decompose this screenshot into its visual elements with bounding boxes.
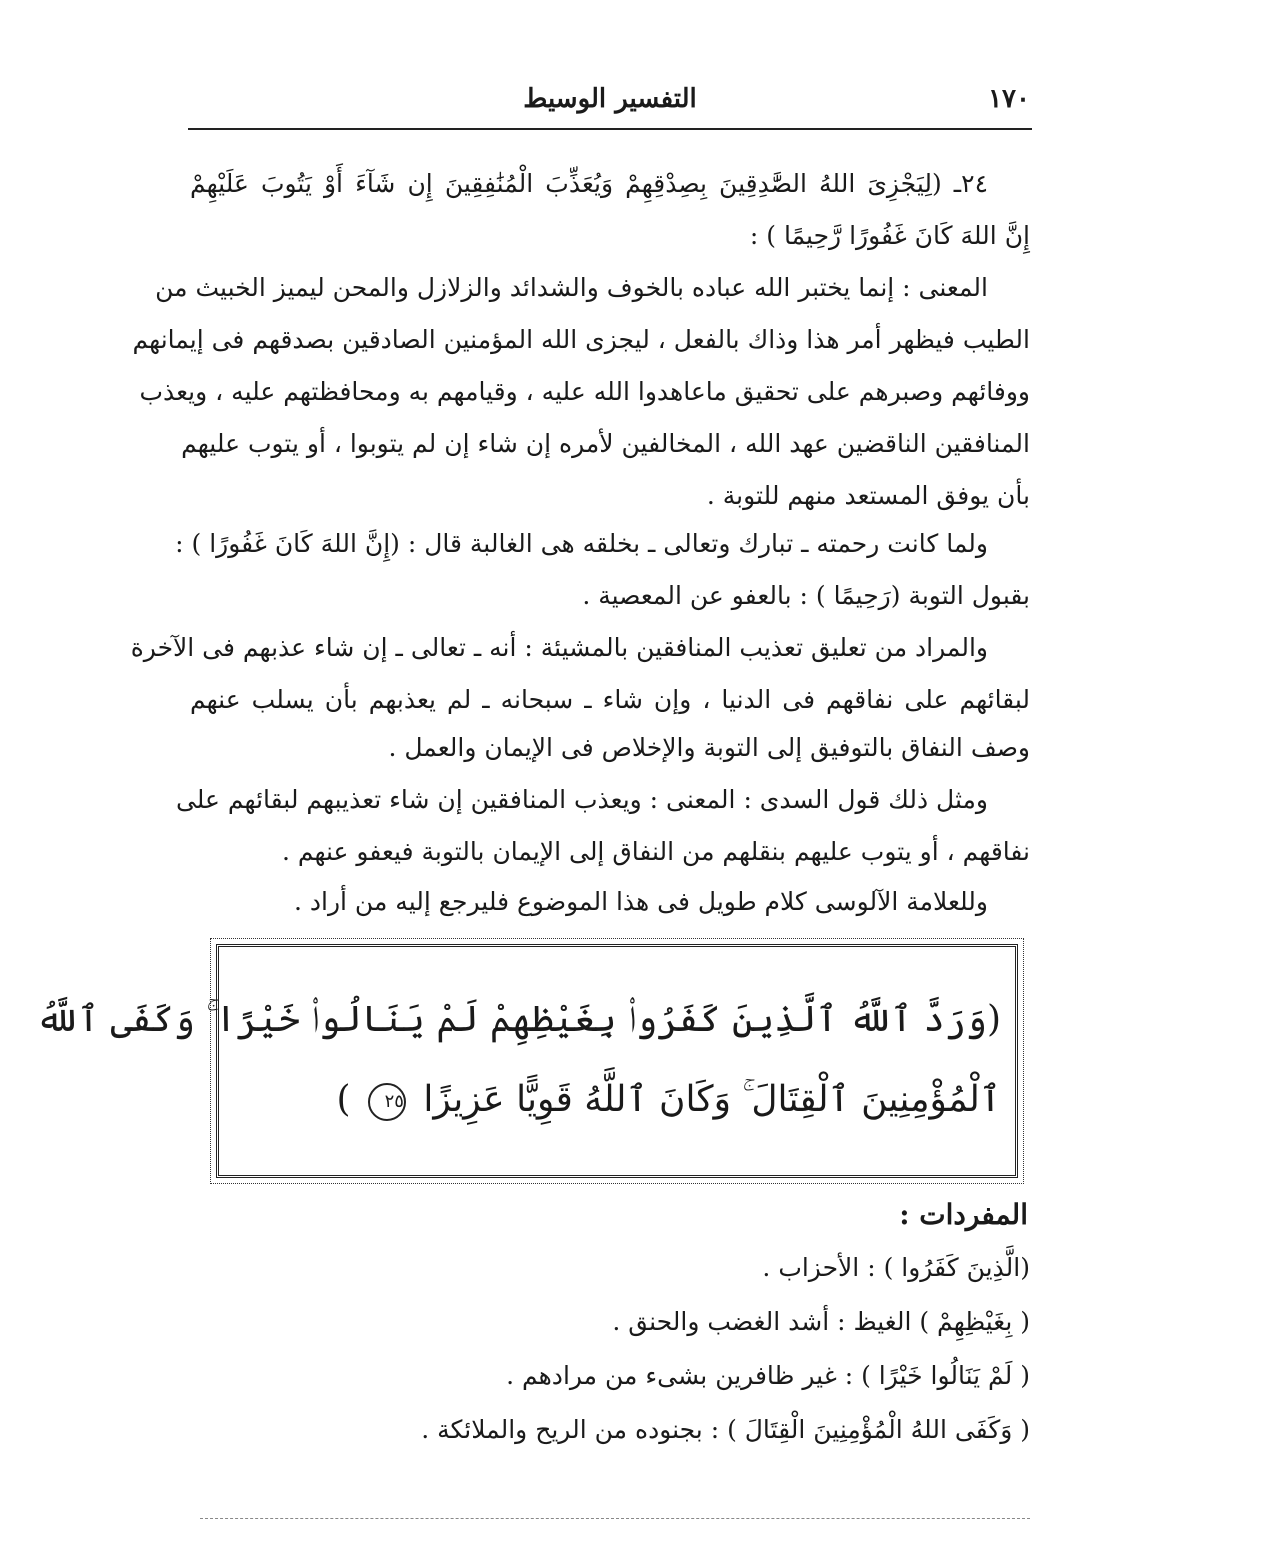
page-number: ١٧٠ [988, 84, 1030, 114]
verse-closing-bracket: ) [336, 1079, 351, 1120]
text-line: ولما كانت رحمته ـ تبارك وتعالى ـ بخلقه هى الغالبة قال : (إِنَّ اللهَ كَانَ غَفُورًا ) : [175, 529, 988, 558]
ayah-number-marker: ٢٥ [368, 1083, 406, 1121]
book-title: التفسير الوسيط [523, 84, 697, 114]
vocabulary-item: ( لَمْ يَنَالُوا خَيْرًا ) : غير ظافرين بشىء من مرادهم . [506, 1361, 1030, 1390]
verse-line [233, 1065, 1001, 1135]
text-line: وصف النفاق بالتوفيق إلى التوبة والإخلاص فى الإيمان والعمل . [388, 733, 1030, 762]
text-line: بأن يوفق المستعد منهم للتوبة . [706, 481, 1030, 510]
text-line: والمراد من تعليق تعذيب المنافقين بالمشيئة : أنه ـ تعالى ـ إن شاء عذبهم فى الآخرة [130, 633, 988, 662]
quran-verse-box [35, 944, 1018, 1178]
page-header [190, 82, 1030, 124]
text-line: نفاقهم ، أو يتوب عليهم بنقلهم من النفاق إلى الإيمان بالتوبة فيعفو عنهم . [281, 837, 1030, 866]
text-line: ووفائهم وصبرهم على تحقيق ماعاهدوا الله عليه ، وقيامهم به ومحافظتهم عليه ، ويعذب [139, 377, 1030, 406]
footer-divider [200, 1518, 1030, 1519]
text-line: لبقائهم على نفاقهم فى الدنيا ، وإن شاء ـ سبحانه ـ لم يعذبهم بأن يسلب عنهم [190, 685, 1030, 714]
verse-line: (وَرَدَّ ٱللَّهُ ٱلَّذِينَ كَفَرُوا۟ بِغَيْظِهِمْ لَمْ يَنَالُوا۟ خَيْرًا ۚ وَكَفَى ٱللَّهُ [35, 999, 1001, 1040]
text-line: ٢٤ـ (لِيَجْزِىَ اللهُ الصَّٰدِقِينَ بِصِدْقِهِمْ وَيُعَذِّبَ الْمُنَٰفِقِينَ إِن شَآءَ أَوْ يَتُوبَ عَلَيْهِمْ [190, 169, 988, 198]
text-line: بقبول التوبة (رَحِيمًا ) : بالعفو عن المعصية . [582, 581, 1030, 610]
vocabulary-item: ( بِغَيْظِهِمْ ) الغيظ : أشد الغضب والحنق . [612, 1307, 1030, 1336]
text-line: ومثل ذلك قول السدى : المعنى : ويعذب المنافقين إن شاء تعذيبهم لبقائهم على [175, 785, 988, 814]
vocabulary-heading: المفردات : [899, 1198, 1028, 1231]
vocabulary-item: ( وَكَفَى اللهُ الْمُؤْمِنِينَ الْقِتَالَ ) : بجنوده من الريح والملائكة . [421, 1415, 1030, 1444]
text-line: إِنَّ اللهَ كَانَ غَفُورًا رَّحِيمًا ) : [749, 221, 1030, 250]
text-line: الطيب فيظهر أمر هذا وذاك بالفعل ، ليجزى الله المؤمنين الصادقين بصدقهم فى إيمانهم [132, 325, 1030, 354]
header-divider [188, 128, 1032, 130]
text-line: وللعلامة الآلوسى كلام طويل فى هذا الموضوع فليرجع إليه من أراد . [293, 887, 988, 916]
text-line: المعنى : إنما يختبر الله عباده بالخوف والشدائد والزلازل والمحن ليميز الخبيث من [155, 273, 988, 302]
vocabulary-item: (الَّذِينَ كَفَرُوا ) : الأحزاب . [762, 1253, 1030, 1282]
verse-text: ٱلْمُؤْمِنِينَ ٱلْقِتَالَ ۚ وَكَانَ ٱللَّهُ قَوِيًّا عَزِيزًا [423, 1079, 1001, 1120]
text-line: المنافقين الناقضين عهد الله ، المخالفين لأمره إن شاء إن لم يتوبوا ، أو يتوب عليهم [181, 429, 1030, 458]
